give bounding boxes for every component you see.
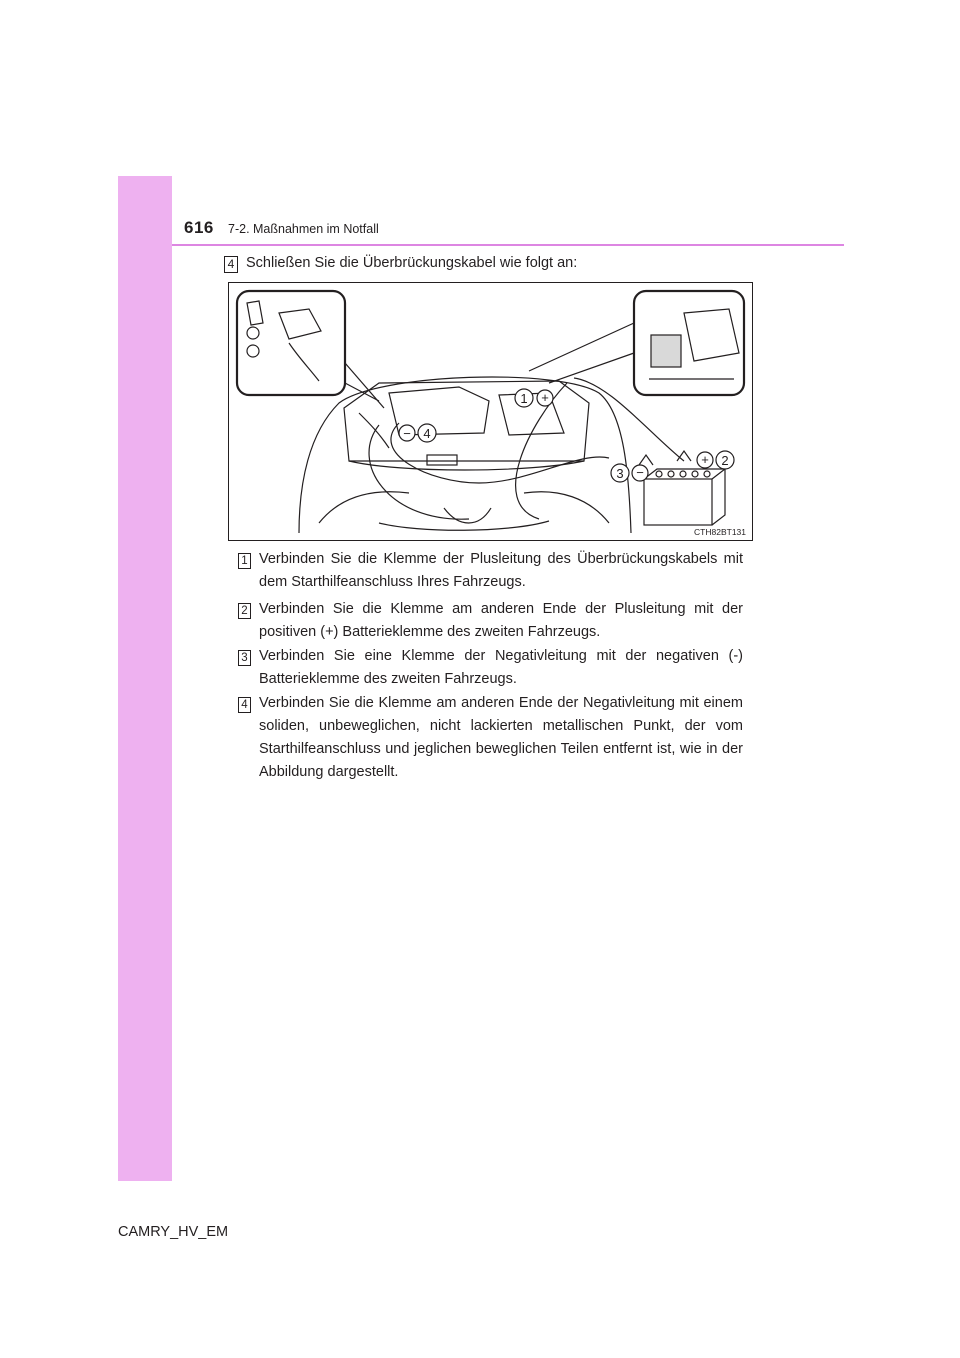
car-engine-bay-drawing [229,283,752,540]
step-number-box: 4 [224,256,238,273]
svg-text:+: + [701,452,709,467]
page-number: 616 [184,218,214,237]
svg-text:+: + [541,390,549,405]
figure-code: CTH82BT131 [694,527,746,537]
svg-text:4: 4 [423,426,431,441]
svg-text:2: 2 [721,453,729,468]
item-text-3: Verbinden Sie eine Klemme der Negativleitung mit der negativen (-) Batterieklemme des zweiten Fahrzeugs. [259,648,743,687]
svg-text:−: − [403,426,411,441]
item-marker-1: 1 [238,553,251,569]
footer-model-code: CAMRY_HV_EM [118,1224,229,1240]
jump-start-illustration [228,282,753,541]
item-marker-2: 2 [238,603,251,619]
item-text-4: Verbinden Sie die Klemme am anderen Ende der Negativleitung mit einem soliden, unbeweglichen, nicht lackierten metallischen Punkt, der vom Starthilfeanschluss und jeglichen beweglichen Teilen entfernt ist, wie in der Abbildung dargestellt. [259,695,743,780]
section-title: 7-2. Maßnahmen im Notfall [228,222,379,236]
header-rule [172,244,844,246]
item-text-2: Verbinden Sie die Klemme am anderen Ende der Plusleitung mit der positiven (+) Batterieklemme des zweiten Fahrzeugs. [259,601,743,640]
side-thumb-bar [118,176,172,1181]
step-title: Schließen Sie die Überbrückungskabel wie folgt an: [246,255,578,271]
svg-text:−: − [636,465,644,480]
callout-1 [515,389,553,407]
callout-4 [399,424,436,442]
svg-text:3: 3 [616,466,624,481]
callout-2 [697,451,734,469]
svg-text:1: 1 [520,391,528,406]
item-text-1: Verbinden Sie die Klemme der Plusleitung des Überbrückungskabels mit dem Starthilfeanschluss Ihres Fahrzeugs. [259,551,743,590]
item-marker-4: 4 [238,697,251,713]
callout-3 [611,464,648,482]
item-marker-3: 3 [238,650,251,666]
